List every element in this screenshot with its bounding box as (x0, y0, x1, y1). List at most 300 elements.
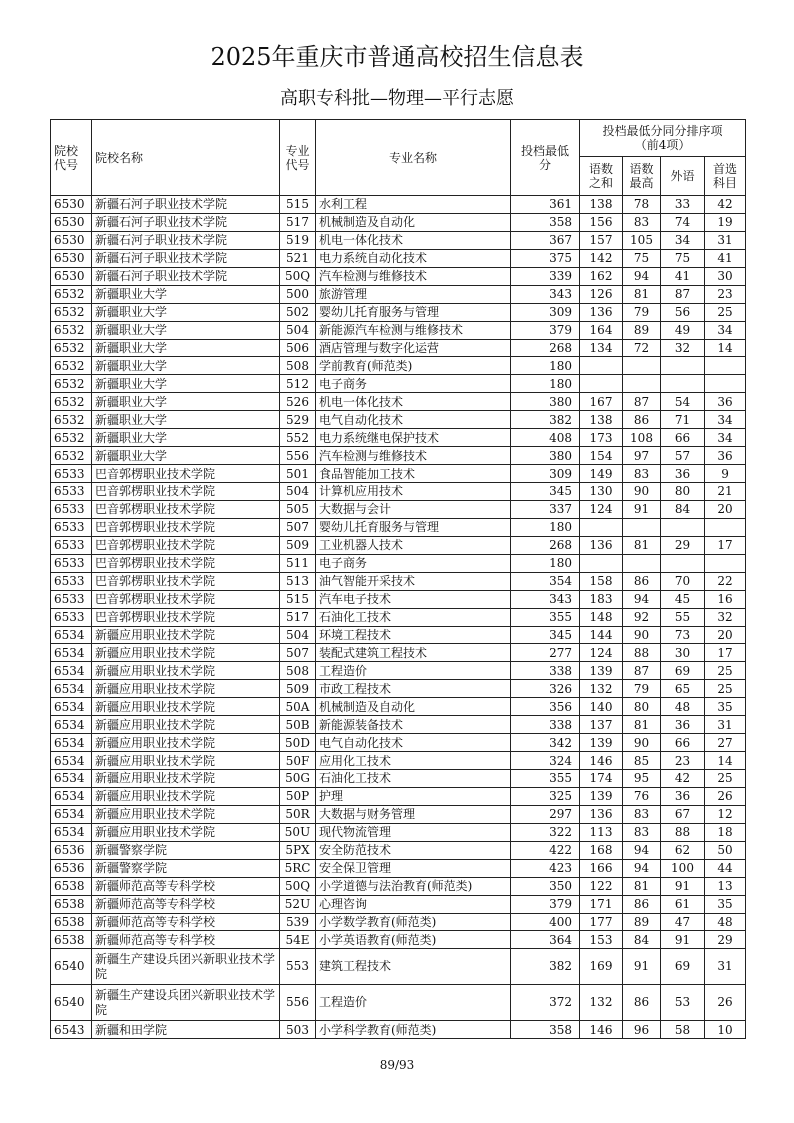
major-code-cell: 506 (280, 339, 316, 357)
foreign-cell: 57 (661, 447, 705, 465)
table-row (51, 662, 746, 680)
sum-cell: 139 (580, 734, 623, 752)
school-name-cell: 新疆应用职业技术学院 (92, 716, 280, 734)
foreign-cell: 69 (661, 662, 705, 680)
sum-cell: 153 (580, 931, 623, 949)
school-name-cell: 新疆应用职业技术学院 (92, 752, 280, 770)
major-code-cell: 50F (280, 752, 316, 770)
header-school-name: 院校名称 (92, 120, 280, 196)
major-name-cell: 建筑工程技术 (316, 949, 511, 985)
math-max-cell: 88 (623, 644, 661, 662)
math-max-cell: 105 (623, 231, 661, 249)
table-row (51, 787, 746, 805)
school-name-cell: 新疆应用职业技术学院 (92, 662, 280, 680)
table-row (51, 231, 746, 249)
major-name-cell: 机电一体化技术 (316, 393, 511, 411)
major-code-cell: 50G (280, 770, 316, 788)
major-name-cell: 新能源装备技术 (316, 716, 511, 734)
school-code-cell: 6534 (51, 805, 92, 823)
major-code-cell: 502 (280, 303, 316, 321)
first-subject-cell: 20 (705, 500, 746, 518)
school-code-cell: 6532 (51, 321, 92, 339)
sum-cell: 162 (580, 267, 623, 285)
sum-cell: 136 (580, 303, 623, 321)
min-score-cell: 338 (511, 662, 580, 680)
foreign-cell: 84 (661, 500, 705, 518)
first-subject-cell: 23 (705, 285, 746, 303)
first-subject-cell: 26 (705, 985, 746, 1021)
sum-cell (580, 554, 623, 572)
school-code-cell: 6530 (51, 231, 92, 249)
header-school-code: 院校代号 (51, 120, 92, 196)
school-code-cell: 6534 (51, 644, 92, 662)
math-max-cell: 89 (623, 913, 661, 931)
school-code-cell: 6530 (51, 213, 92, 231)
first-subject-cell: 12 (705, 805, 746, 823)
school-code-cell: 6532 (51, 357, 92, 375)
sum-cell: 164 (580, 321, 623, 339)
first-subject-cell: 48 (705, 913, 746, 931)
school-code-cell: 6538 (51, 931, 92, 949)
sum-cell: 157 (580, 231, 623, 249)
table-row (51, 1021, 746, 1039)
major-name-cell: 计算机应用技术 (316, 483, 511, 501)
major-code-cell: 556 (280, 447, 316, 465)
school-code-cell: 6532 (51, 429, 92, 447)
math-max-cell: 81 (623, 285, 661, 303)
major-name-cell: 汽车检测与维修技术 (316, 447, 511, 465)
first-subject-cell (705, 518, 746, 536)
admission-table (50, 119, 746, 1039)
major-code-cell: 517 (280, 213, 316, 231)
school-name-cell: 新疆应用职业技术学院 (92, 698, 280, 716)
first-subject-cell: 25 (705, 303, 746, 321)
sum-cell: 134 (580, 339, 623, 357)
min-score-cell: 382 (511, 411, 580, 429)
school-code-cell: 6533 (51, 483, 92, 501)
table-row (51, 608, 746, 626)
foreign-cell: 41 (661, 267, 705, 285)
first-subject-cell: 27 (705, 734, 746, 752)
major-code-cell: 50U (280, 823, 316, 841)
school-code-cell: 6532 (51, 411, 92, 429)
min-score-cell: 422 (511, 841, 580, 859)
major-name-cell: 婴幼儿托育服务与管理 (316, 518, 511, 536)
foreign-cell: 30 (661, 644, 705, 662)
table-row (51, 680, 746, 698)
first-subject-cell: 34 (705, 429, 746, 447)
table-row (51, 303, 746, 321)
table-row (51, 536, 746, 554)
major-code-cell: 5RC (280, 859, 316, 877)
major-name-cell: 安全防范技术 (316, 841, 511, 859)
math-max-cell: 78 (623, 196, 661, 214)
sum-cell: 149 (580, 465, 623, 483)
math-max-cell: 81 (623, 536, 661, 554)
table-row (51, 393, 746, 411)
first-subject-cell: 25 (705, 770, 746, 788)
min-score-cell: 180 (511, 518, 580, 536)
first-subject-cell: 35 (705, 698, 746, 716)
table-row (51, 483, 746, 501)
major-name-cell: 小学数学教育(师范类) (316, 913, 511, 931)
table-row (51, 500, 746, 518)
math-max-cell: 87 (623, 393, 661, 411)
major-code-cell: 50B (280, 716, 316, 734)
first-subject-cell: 22 (705, 572, 746, 590)
foreign-cell: 61 (661, 895, 705, 913)
math-max-cell: 86 (623, 411, 661, 429)
school-name-cell: 新疆应用职业技术学院 (92, 787, 280, 805)
school-name-cell: 新疆职业大学 (92, 339, 280, 357)
major-name-cell: 旅游管理 (316, 285, 511, 303)
first-subject-cell: 26 (705, 787, 746, 805)
major-name-cell: 安全保卫管理 (316, 859, 511, 877)
major-code-cell: 512 (280, 375, 316, 393)
school-name-cell: 新疆职业大学 (92, 393, 280, 411)
school-name-cell: 新疆应用职业技术学院 (92, 680, 280, 698)
sum-cell: 156 (580, 213, 623, 231)
school-name-cell: 新疆警察学院 (92, 841, 280, 859)
table-row (51, 196, 746, 214)
school-code-cell: 6538 (51, 895, 92, 913)
math-max-cell: 79 (623, 303, 661, 321)
first-subject-cell: 36 (705, 447, 746, 465)
header-major-name: 专业名称 (316, 120, 511, 196)
major-name-cell: 电子商务 (316, 554, 511, 572)
first-subject-cell: 34 (705, 411, 746, 429)
table-row (51, 841, 746, 859)
foreign-cell: 56 (661, 303, 705, 321)
school-name-cell: 新疆应用职业技术学院 (92, 626, 280, 644)
foreign-cell: 45 (661, 590, 705, 608)
foreign-cell: 66 (661, 734, 705, 752)
major-code-cell: 553 (280, 949, 316, 985)
school-code-cell: 6534 (51, 716, 92, 734)
school-code-cell: 6532 (51, 375, 92, 393)
foreign-cell: 69 (661, 949, 705, 985)
sum-cell: 140 (580, 698, 623, 716)
major-code-cell: 50R (280, 805, 316, 823)
math-max-cell: 108 (623, 429, 661, 447)
major-name-cell: 石油化工技术 (316, 770, 511, 788)
school-name-cell: 新疆石河子职业技术学院 (92, 267, 280, 285)
math-max-cell: 97 (623, 447, 661, 465)
school-code-cell: 6532 (51, 339, 92, 357)
major-name-cell: 大数据与财务管理 (316, 805, 511, 823)
sum-cell (580, 357, 623, 375)
first-subject-cell: 32 (705, 608, 746, 626)
major-name-cell: 电力系统继电保护技术 (316, 429, 511, 447)
major-code-cell: 503 (280, 1021, 316, 1039)
table-row (51, 554, 746, 572)
min-score-cell: 180 (511, 554, 580, 572)
min-score-cell: 326 (511, 680, 580, 698)
table-row (51, 805, 746, 823)
school-code-cell: 6543 (51, 1021, 92, 1039)
major-code-cell: 5PX (280, 841, 316, 859)
school-code-cell: 6533 (51, 572, 92, 590)
school-code-cell: 6536 (51, 859, 92, 877)
school-name-cell: 新疆和田学院 (92, 1021, 280, 1039)
foreign-cell: 62 (661, 841, 705, 859)
sum-cell: 142 (580, 249, 623, 267)
major-code-cell: 50A (280, 698, 316, 716)
min-score-cell: 324 (511, 752, 580, 770)
min-score-cell: 309 (511, 303, 580, 321)
major-code-cell: 507 (280, 518, 316, 536)
table-row (51, 859, 746, 877)
foreign-cell: 70 (661, 572, 705, 590)
first-subject-cell: 29 (705, 931, 746, 949)
sum-cell: 122 (580, 877, 623, 895)
first-subject-cell: 42 (705, 196, 746, 214)
foreign-cell: 87 (661, 285, 705, 303)
school-name-cell: 新疆石河子职业技术学院 (92, 213, 280, 231)
school-name-cell: 新疆石河子职业技术学院 (92, 231, 280, 249)
school-name-cell: 巴音郭楞职业技术学院 (92, 465, 280, 483)
foreign-cell: 88 (661, 823, 705, 841)
header-first-subject: 首选科目 (705, 157, 746, 196)
table-row (51, 716, 746, 734)
math-max-cell: 87 (623, 662, 661, 680)
school-name-cell: 新疆警察学院 (92, 859, 280, 877)
min-score-cell: 380 (511, 447, 580, 465)
school-code-cell: 6534 (51, 734, 92, 752)
foreign-cell: 67 (661, 805, 705, 823)
sum-cell: 138 (580, 411, 623, 429)
major-name-cell: 心理咨询 (316, 895, 511, 913)
page-subtitle: 高职专科批—物理—平行志愿 (280, 88, 514, 109)
first-subject-cell (705, 554, 746, 572)
sum-cell: 177 (580, 913, 623, 931)
school-code-cell: 6533 (51, 500, 92, 518)
min-score-cell: 268 (511, 339, 580, 357)
major-name-cell: 机电一体化技术 (316, 231, 511, 249)
min-score-cell: 408 (511, 429, 580, 447)
major-code-cell: 504 (280, 321, 316, 339)
first-subject-cell: 34 (705, 321, 746, 339)
major-code-cell: 511 (280, 554, 316, 572)
min-score-cell: 355 (511, 608, 580, 626)
math-max-cell: 80 (623, 698, 661, 716)
min-score-cell: 180 (511, 357, 580, 375)
sum-cell: 132 (580, 985, 623, 1021)
major-code-cell: 521 (280, 249, 316, 267)
math-max-cell (623, 375, 661, 393)
foreign-cell: 66 (661, 429, 705, 447)
foreign-cell: 23 (661, 752, 705, 770)
sum-cell: 173 (580, 429, 623, 447)
school-code-cell: 6540 (51, 985, 92, 1021)
school-code-cell: 6533 (51, 554, 92, 572)
math-max-cell: 94 (623, 841, 661, 859)
sum-cell: 136 (580, 536, 623, 554)
major-code-cell: 508 (280, 357, 316, 375)
sum-cell: 171 (580, 895, 623, 913)
foreign-cell: 75 (661, 249, 705, 267)
foreign-cell: 71 (661, 411, 705, 429)
school-name-cell: 新疆职业大学 (92, 303, 280, 321)
major-name-cell: 大数据与会计 (316, 500, 511, 518)
school-name-cell: 新疆师范高等专科学校 (92, 931, 280, 949)
min-score-cell: 355 (511, 770, 580, 788)
school-name-cell: 新疆石河子职业技术学院 (92, 196, 280, 214)
min-score-cell: 345 (511, 483, 580, 501)
min-score-cell: 322 (511, 823, 580, 841)
sum-cell: 154 (580, 447, 623, 465)
major-name-cell: 机械制造及自动化 (316, 698, 511, 716)
foreign-cell (661, 518, 705, 536)
major-code-cell: 552 (280, 429, 316, 447)
first-subject-cell: 31 (705, 716, 746, 734)
min-score-cell: 382 (511, 949, 580, 985)
min-score-cell: 180 (511, 375, 580, 393)
header-major-code: 专业代号 (280, 120, 316, 196)
major-name-cell: 装配式建筑工程技术 (316, 644, 511, 662)
major-code-cell: 50P (280, 787, 316, 805)
school-code-cell: 6534 (51, 626, 92, 644)
sum-cell: 167 (580, 393, 623, 411)
first-subject-cell (705, 357, 746, 375)
foreign-cell: 42 (661, 770, 705, 788)
first-subject-cell: 44 (705, 859, 746, 877)
table-row (51, 267, 746, 285)
table-row (51, 698, 746, 716)
major-name-cell: 汽车检测与维修技术 (316, 267, 511, 285)
foreign-cell: 29 (661, 536, 705, 554)
first-subject-cell: 25 (705, 680, 746, 698)
first-subject-cell: 17 (705, 536, 746, 554)
table-row (51, 375, 746, 393)
first-subject-cell: 41 (705, 249, 746, 267)
major-code-cell: 504 (280, 483, 316, 501)
math-max-cell: 86 (623, 985, 661, 1021)
major-name-cell: 工程造价 (316, 662, 511, 680)
school-name-cell: 新疆应用职业技术学院 (92, 805, 280, 823)
foreign-cell (661, 357, 705, 375)
sum-cell: 168 (580, 841, 623, 859)
school-name-cell: 新疆师范高等专科学校 (92, 877, 280, 895)
math-max-cell: 95 (623, 770, 661, 788)
foreign-cell: 48 (661, 698, 705, 716)
major-code-cell: 526 (280, 393, 316, 411)
table-row (51, 447, 746, 465)
school-name-cell: 新疆生产建设兵团兴新职业技术学院 (92, 949, 280, 985)
major-code-cell: 517 (280, 608, 316, 626)
foreign-cell: 47 (661, 913, 705, 931)
major-code-cell: 50Q (280, 877, 316, 895)
page-title: 2025年重庆市普通高校招生信息表 (210, 43, 584, 71)
math-max-cell: 79 (623, 680, 661, 698)
major-name-cell: 工程造价 (316, 985, 511, 1021)
school-code-cell: 6540 (51, 949, 92, 985)
foreign-cell: 91 (661, 931, 705, 949)
sum-cell: 124 (580, 500, 623, 518)
school-code-cell: 6538 (51, 913, 92, 931)
foreign-cell (661, 375, 705, 393)
school-name-cell: 巴音郭楞职业技术学院 (92, 554, 280, 572)
major-name-cell: 电气自动化技术 (316, 411, 511, 429)
school-name-cell: 新疆职业大学 (92, 357, 280, 375)
first-subject-cell: 16 (705, 590, 746, 608)
major-code-cell: 500 (280, 285, 316, 303)
first-subject-cell: 20 (705, 626, 746, 644)
foreign-cell: 53 (661, 985, 705, 1021)
min-score-cell: 356 (511, 698, 580, 716)
math-max-cell: 94 (623, 859, 661, 877)
first-subject-cell: 50 (705, 841, 746, 859)
major-name-cell: 水利工程 (316, 196, 511, 214)
foreign-cell: 36 (661, 716, 705, 734)
sum-cell: 166 (580, 859, 623, 877)
table-row (51, 985, 746, 1021)
foreign-cell: 73 (661, 626, 705, 644)
major-code-cell: 52U (280, 895, 316, 913)
school-code-cell: 6533 (51, 536, 92, 554)
foreign-cell: 100 (661, 859, 705, 877)
first-subject-cell: 30 (705, 267, 746, 285)
min-score-cell: 379 (511, 321, 580, 339)
math-max-cell: 85 (623, 752, 661, 770)
min-score-cell: 338 (511, 716, 580, 734)
major-code-cell: 556 (280, 985, 316, 1021)
major-code-cell: 529 (280, 411, 316, 429)
school-code-cell: 6534 (51, 662, 92, 680)
school-name-cell: 巴音郭楞职业技术学院 (92, 536, 280, 554)
sum-cell: 169 (580, 949, 623, 985)
major-name-cell: 护理 (316, 787, 511, 805)
major-name-cell: 环境工程技术 (316, 626, 511, 644)
school-code-cell: 6534 (51, 787, 92, 805)
math-max-cell: 81 (623, 877, 661, 895)
header-foreign: 外语 (661, 157, 705, 196)
major-name-cell: 小学道德与法治教育(师范类) (316, 877, 511, 895)
sum-cell: 139 (580, 662, 623, 680)
major-name-cell: 新能源汽车检测与维修技术 (316, 321, 511, 339)
min-score-cell: 354 (511, 572, 580, 590)
sum-cell: 137 (580, 716, 623, 734)
foreign-cell: 80 (661, 483, 705, 501)
major-name-cell: 婴幼儿托育服务与管理 (316, 303, 511, 321)
major-code-cell: 504 (280, 626, 316, 644)
table-row (51, 949, 746, 985)
math-max-cell: 89 (623, 321, 661, 339)
min-score-cell: 375 (511, 249, 580, 267)
table-row (51, 734, 746, 752)
foreign-cell: 32 (661, 339, 705, 357)
foreign-cell: 33 (661, 196, 705, 214)
foreign-cell: 58 (661, 1021, 705, 1039)
table-row (51, 572, 746, 590)
min-score-cell: 277 (511, 644, 580, 662)
school-code-cell: 6530 (51, 196, 92, 214)
min-score-cell: 337 (511, 500, 580, 518)
major-name-cell: 现代物流管理 (316, 823, 511, 841)
first-subject-cell: 14 (705, 752, 746, 770)
school-code-cell: 6534 (51, 680, 92, 698)
sum-cell: 144 (580, 626, 623, 644)
school-name-cell: 新疆职业大学 (92, 411, 280, 429)
first-subject-cell: 10 (705, 1021, 746, 1039)
header-min-score: 投档最低分 (511, 120, 580, 196)
sum-cell (580, 518, 623, 536)
first-subject-cell: 9 (705, 465, 746, 483)
major-name-cell: 食品智能加工技术 (316, 465, 511, 483)
math-max-cell (623, 357, 661, 375)
min-score-cell: 400 (511, 913, 580, 931)
math-max-cell: 83 (623, 823, 661, 841)
